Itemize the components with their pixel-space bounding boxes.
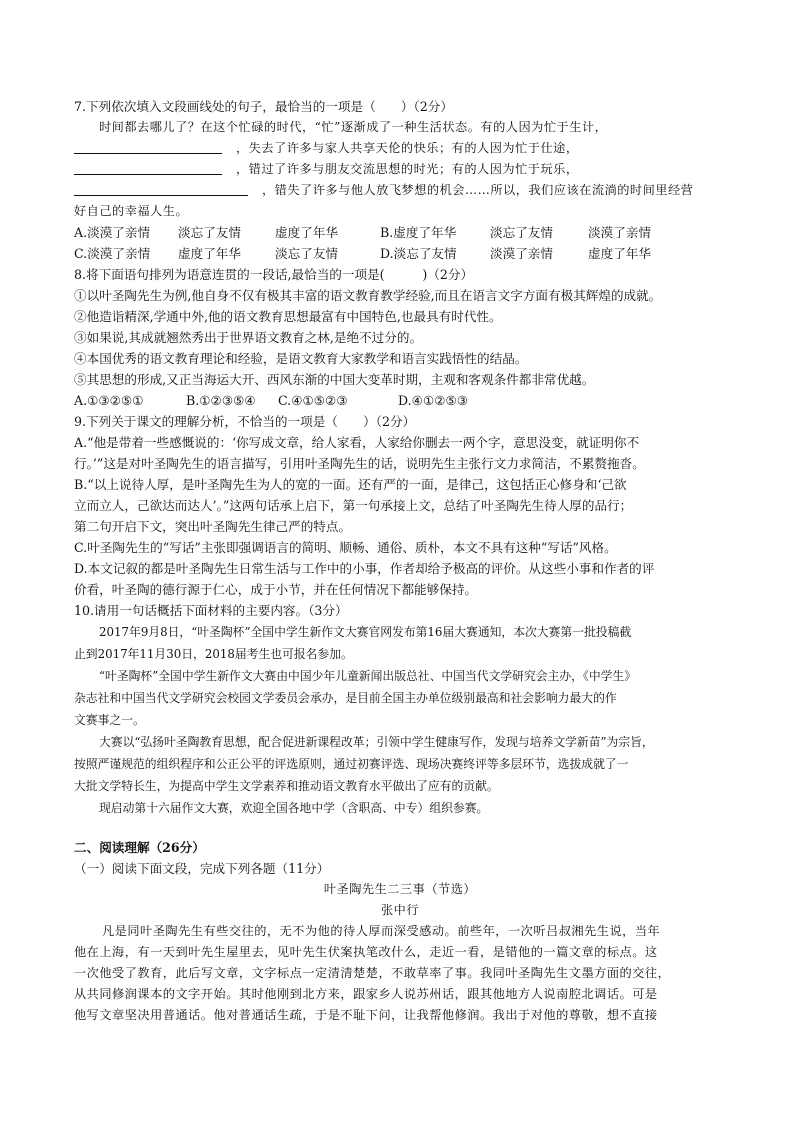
q9-option-b-cont: 第二句开启下文，突出叶圣陶先生律己严的特点。	[74, 519, 352, 534]
section-title: 二、阅读理解（26分）	[74, 840, 205, 855]
q7-passage-line: ，错失了许多与他人放飞梦想的机会……所以，我们应该在流淌的时间里经营	[74, 180, 726, 201]
q9-stem: 9.下列关于课文的理解分析，不恰当的一项是（ ）（2分）	[74, 414, 416, 429]
q9-option-d-cont: 价看，叶圣陶的德行源于仁心，成于小节，并在任何情况下都能够保持。	[74, 582, 477, 597]
q10-material-line: 文赛事之一。	[74, 713, 145, 727]
q7-passage-line: 好自己的幸福人生。	[74, 204, 189, 218]
q10-material-line: 按照严谨规范的组织程序和公正公平的评选原则，通过初赛评选、现场决赛终评等多层环节，选拔成就了一	[74, 757, 629, 771]
answer-blank	[74, 160, 222, 175]
q10-material-line: “叶圣陶杯”全国中学生新作文大赛由中国少年儿童新闻出版总社、中国当代文学研究会主办，《中学生》	[99, 669, 637, 683]
answer-blank	[74, 181, 248, 196]
q9-option-c: C.叶圣陶先生的“写话”主张即强调语言的简明、顺畅、通俗、质朴，本文不具有这种“写话”风格。	[74, 540, 617, 555]
q8-sentence: ①以叶圣陶先生为例,他自身不仅有极其丰富的语文教育教学经验,而且在语言文字方面有极其辉煌的成就。	[74, 288, 662, 303]
q7-option-b1: B.虚度了年华	[380, 225, 457, 240]
essay-line: 凡是同叶圣陶先生有些交往的，无不为他的待人厚而深受感动。前些年，一次听吕叔湘先生说，当年	[102, 924, 661, 938]
q7-passage-line: 时间都去哪儿了？在这个忙碌的时代，“忙”逐渐成了一种生活状态。有的人因为忙于生计，	[99, 120, 608, 134]
q8-option-b: B.①②③⑤④	[186, 393, 256, 408]
q7-option-d2: 淡漠了亲情	[490, 246, 553, 261]
section-subtitle: （一）阅读下面文段，完成下列各题（11分）	[74, 861, 330, 876]
exam-page	[74, 96, 726, 1026]
essay-line: 他在上海，有一天到叶先生屋里去，见叶先生伏案执笔改什么，走近一看，是错他的一篇文章的标点。这	[74, 945, 658, 959]
q7-option-c1: C.淡漠了亲情	[74, 246, 151, 261]
q7-option-a2: 淡忘了友情	[178, 225, 241, 240]
essay-line: 他写文章坚决用普通话。他对普通话生疏，于是不耻下问，让我帮他修润。我出于对他的尊敬，想不直接	[74, 1008, 658, 1022]
essay-author: 张中行	[380, 903, 420, 917]
q7-passage-line: ，错过了许多与朋友交流思想的时光；有的人因为忙于玩乐，	[74, 159, 726, 180]
q7-option-c3: 淡忘了友情	[275, 246, 338, 261]
q8-sentence: ③如果说,其成就翘然秀出于世界语文教育之林,是绝不过分的。	[74, 330, 423, 345]
q10-material-line: 大赛以“弘扬叶圣陶教育思想，配合促进新课程改革；引领中学生健康写作，发现与培养文学新苗”为宗旨，	[99, 735, 654, 749]
q7-option-b2: 淡忘了友情	[490, 225, 553, 240]
q10-material-line: 大批文学特长生，为提高中学生文学素养和推动语文教育水平做出了应有的贡献。	[74, 779, 499, 793]
q7-option-a3: 虚度了年华	[275, 225, 338, 240]
q7-passage-line: ，失去了许多与家人共享天伦的快乐；有的人因为忙于仕途，	[74, 138, 726, 159]
q9-option-a-cont: 行。’”这是对叶圣陶先生的语言描写，引用叶圣陶先生的话，说明先生主张行文力求简洁，不累赘拖沓。	[74, 456, 645, 471]
q8-sentence: ②他造诣精深,学通中外,他的语文教育思想最富有中国特色,也最具有时代性。	[74, 309, 502, 324]
q9-option-b-cont: 立而立人，己欲达而达人’。”这两句话承上启下，第一句承接上文，总结了叶圣陶先生待人厚的品行；	[74, 498, 633, 513]
q9-option-d: D.本文记叙的都是叶圣陶先生日常生活与工作中的小事，作者却给予极高的评价。从这些小事和作者的评	[74, 561, 655, 576]
answer-blank	[74, 139, 222, 154]
q7-stem: 7.下列依次填入文段画线处的句子，最恰当的一项是（ ）（2分）	[74, 99, 453, 114]
essay-title: 叶圣陶先生二三事（节选）	[323, 882, 477, 896]
essay-line: 一次他受了教育，此后写文章，文字标点一定清清楚楚，不敢草率了事。我同叶圣陶先生文墨方面的交往，	[74, 966, 671, 980]
q8-option-a: A.①③②⑤①	[74, 393, 144, 408]
q7-option-d3: 虚度了年华	[588, 246, 651, 261]
q8-option-d: D.④①②⑤③	[398, 393, 469, 408]
q8-option-c: C.④①⑤②③	[278, 393, 348, 408]
q8-options-row	[74, 390, 726, 411]
q8-sentence: ④本国优秀的语文教育理论和经验，是语文教育大家教学和语言实践悟性的结晶。	[74, 351, 528, 366]
q10-material-line: 现启动第十六届作文大赛，欢迎全国各地中学（含职高、中专）组织参赛。	[99, 801, 489, 815]
q8-stem: 8.将下面语句排列为语意连贯的一段话,最恰当的一项是( )（2分）	[74, 267, 474, 282]
q7-options-row	[74, 222, 726, 243]
q10-material-line: 杂志社和中国当代文学研究会校园文学委员会承办，是目前全国主办单位级别最高和社会影响力最大的作	[74, 691, 617, 705]
q10-stem: 10.请用一句话概括下面材料的主要内容。（3分）	[74, 603, 348, 618]
q7-option-b3: 淡漠了亲情	[588, 225, 651, 240]
q7-options-row	[74, 243, 726, 264]
q7-option-c2: 虚度了年华	[178, 246, 241, 261]
q7-option-d1: D.淡忘了友情	[380, 246, 457, 261]
q10-material-line: 止到2017年11月30日，2018届考生也可报名参加。	[74, 647, 353, 661]
essay-line: 从共同修润课本的文字开始。其时他刚到北方来，跟家乡人说苏州话，跟其他地方人说南腔北调话。可是	[74, 987, 658, 1001]
q10-material-line: 2017年9月8日，“叶圣陶杯”全国中学生新作文大赛官网发布第16届大赛通知，本次大赛第一批投稿截	[99, 625, 632, 639]
q7-option-a1: A.淡漠了亲情	[74, 225, 151, 240]
q8-sentence: ⑤其思想的形成,又正当海运大开、西风东渐的中国大变革时期，主观和客观条件都非常优越。	[74, 372, 595, 387]
q9-option-a: A.“他是带着一些感慨说的：‘你写成文章，给人家看，人家给你删去一两个字，意思没变，就证明你不	[74, 435, 640, 450]
q9-option-b: B.“以上说待人厚，是叶圣陶先生为人的宽的一面。还有严的一面，是律己，这包括正心修身和‘己欲	[74, 477, 627, 492]
